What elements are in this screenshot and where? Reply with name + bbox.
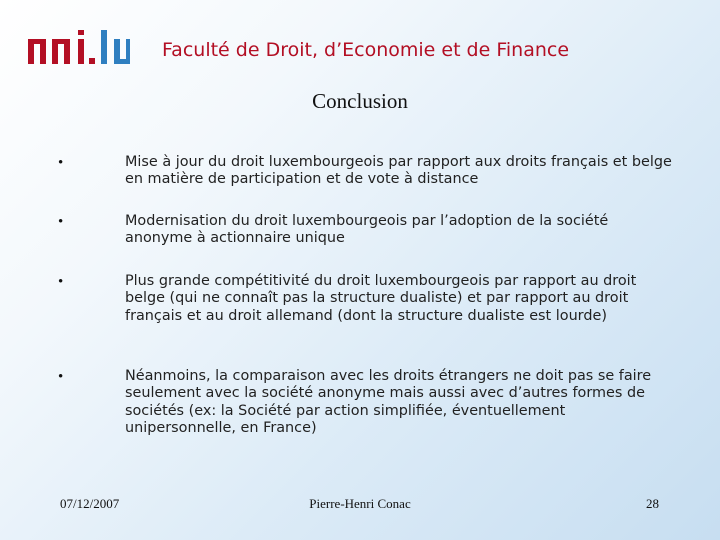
bullet-text: Modernisation du droit luxembourgeois par l’adoption de la société anonyme à actionnaire unique [125,213,609,247]
bullet-marker: • [58,214,64,230]
bullet-text: Mise à jour du droit luxembourgeois par rapport aux droits français et belge en matière de participation et de vote à distance [125,154,672,188]
bullet-marker: • [58,369,64,385]
bullet-marker: • [58,274,64,290]
footer-author: Pierre-Henri Conac [309,496,411,511]
page-number: 28 [646,496,659,511]
slide-title: Conclusion [312,89,408,113]
bullet-text: Plus grande compétitivité du droit luxembourgeois par rapport au droit belge (qui ne connaît pas la structure dualiste) et par rapport au droit français et au droit allemand (dont la structure dualiste est lourde) [125,273,637,324]
footer-date: 07/12/2007 [60,496,120,511]
bullet-marker: • [58,155,64,171]
bullet-text: Néanmoins, la comparaison avec les droits étrangers ne doit pas se faire seulement avec la société anonyme mais aussi avec d’autres formes de sociétés (ex: la Société par action simplifiée, éventuellement unipersonnelle, en France) [125,368,652,437]
faculty-title: Faculté de Droit, d’Economie et de Finance [162,39,570,61]
